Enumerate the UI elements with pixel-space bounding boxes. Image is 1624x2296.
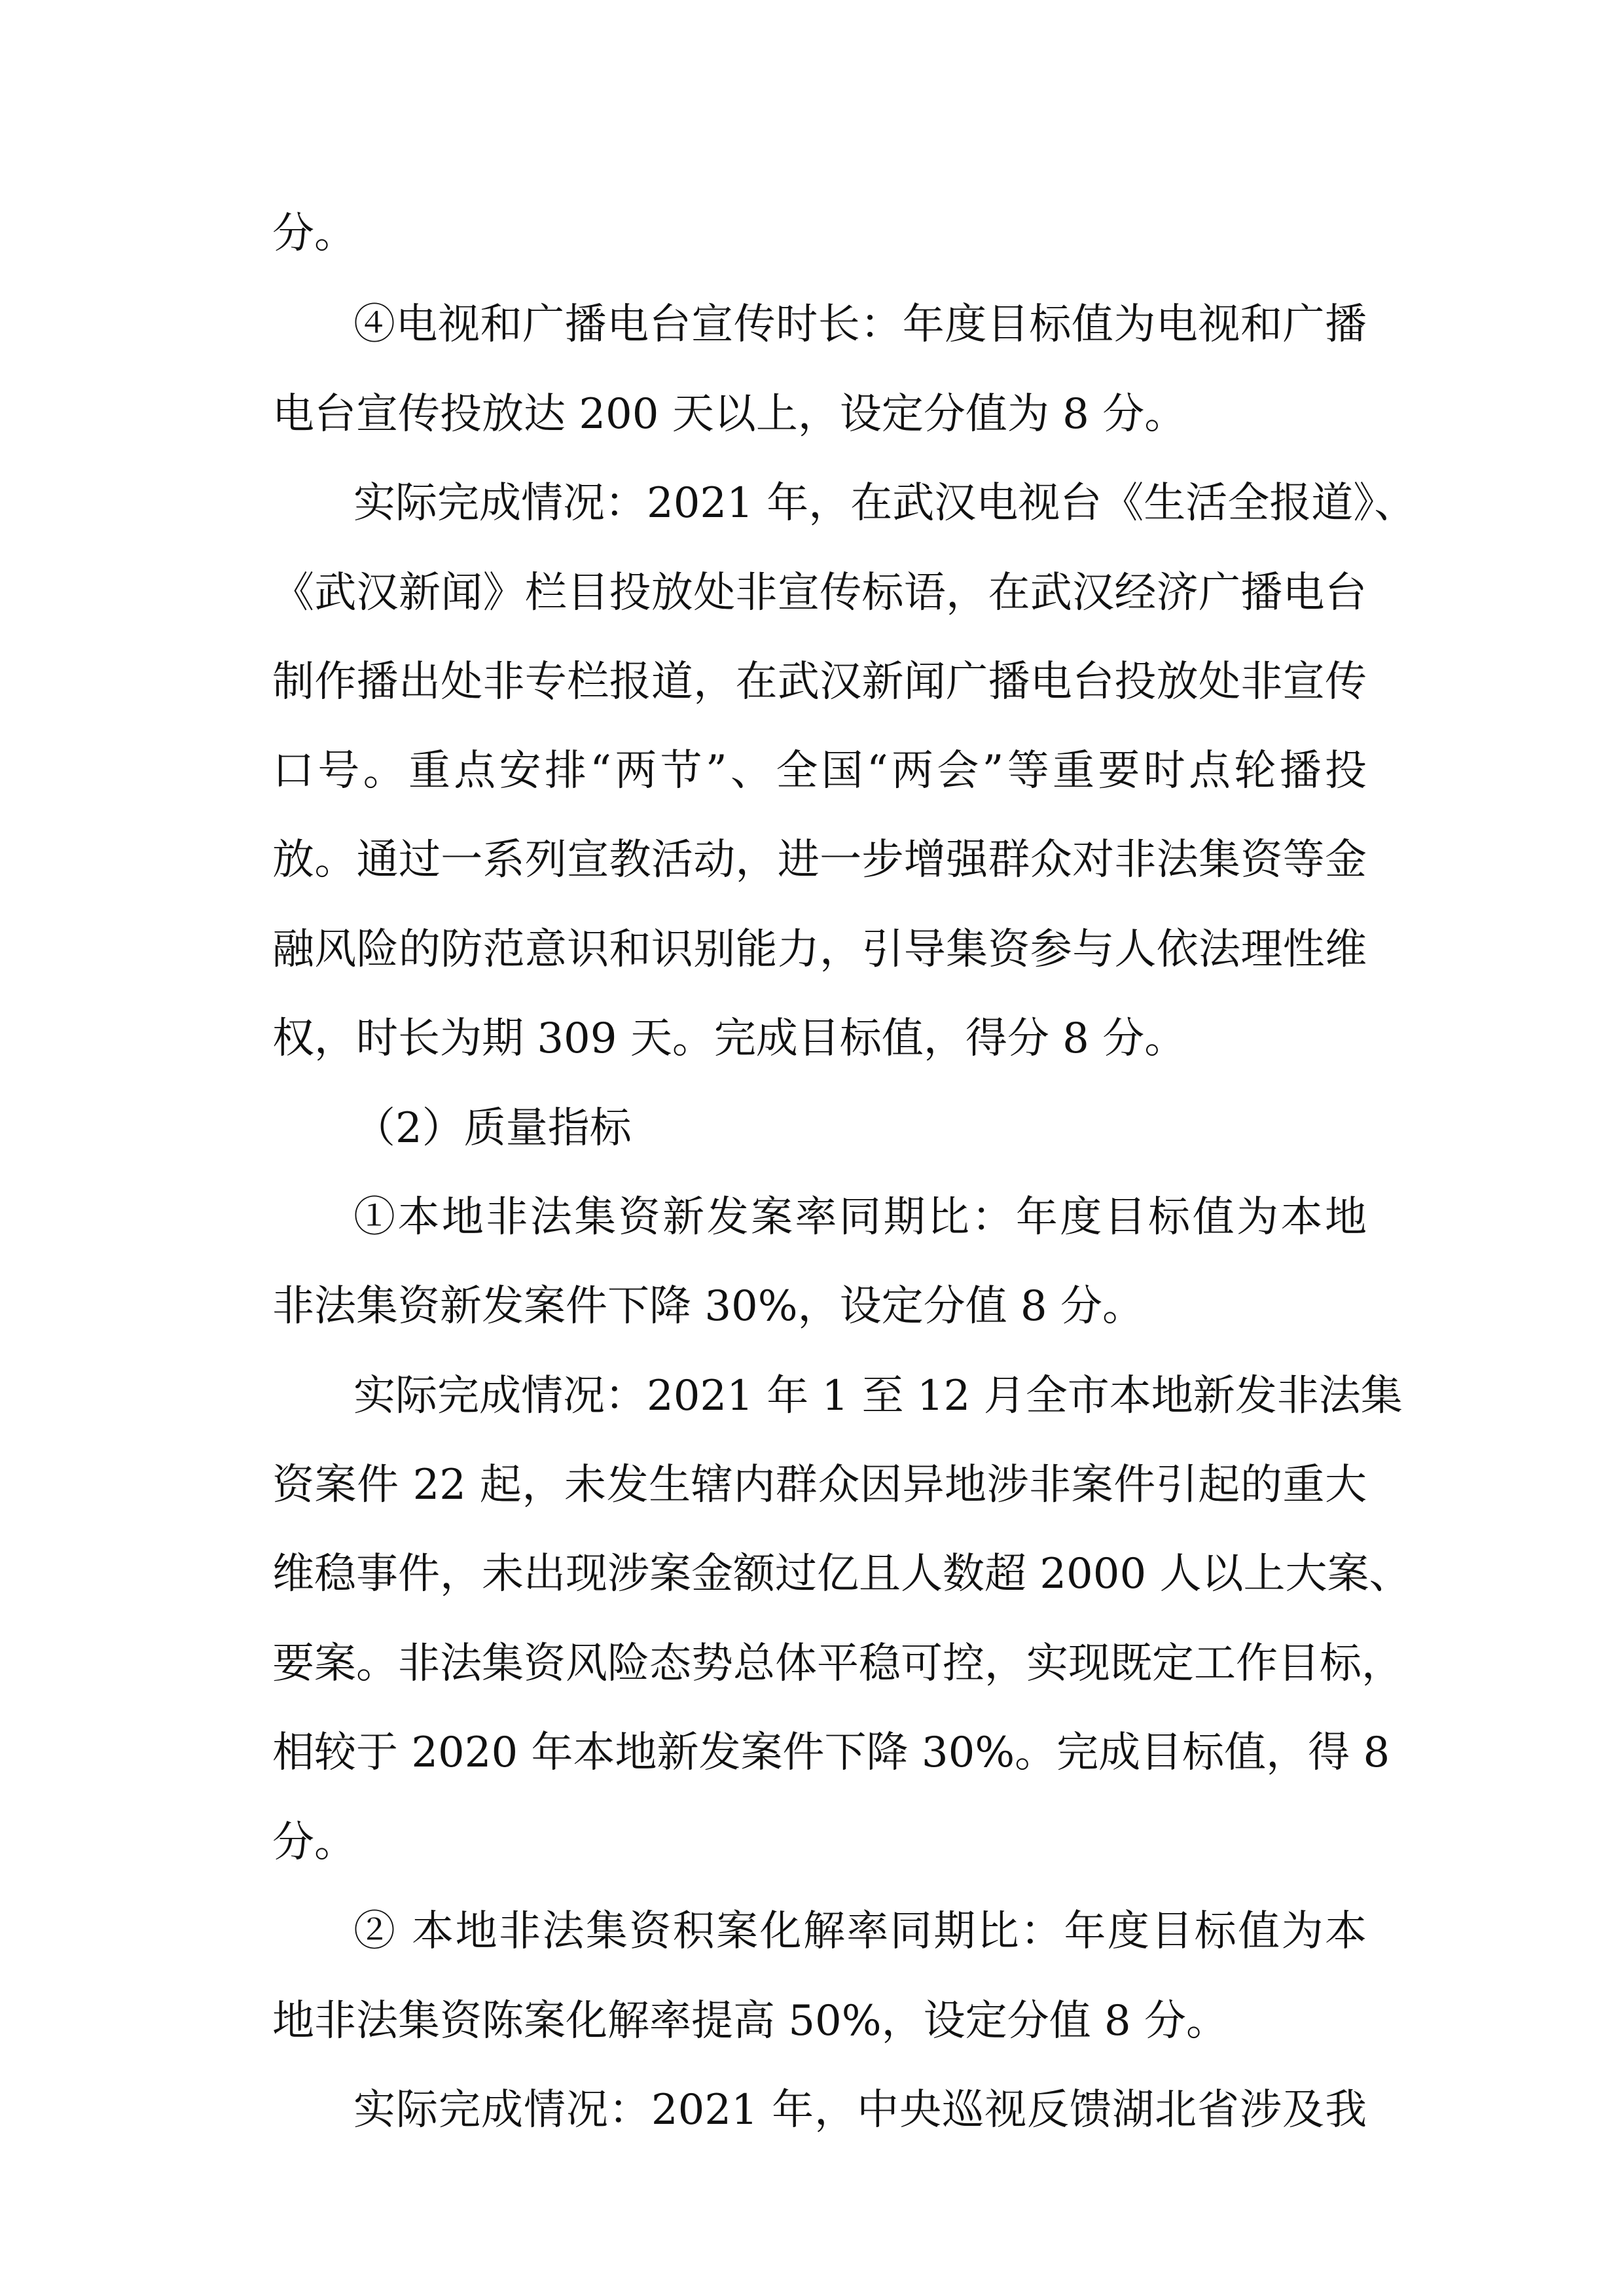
text-line: 放。通过一系列宣教活动，进一步增强群众对非法集资等金: [272, 836, 1367, 884]
text-line: 要案。非法集资风险态势总体平稳可控，实现既定工作目标，: [272, 1640, 1403, 1688]
text-line: 地非法集资陈案化解率提高 50%，设定分值 8 分。: [272, 1997, 1228, 2045]
text-line: 制作播出处非专栏报道，在武汉新闻广播电台投放处非宣传: [272, 658, 1367, 706]
section-heading: （2）质量指标: [353, 1104, 632, 1153]
text-line: 实际完成情况：2021 年，中央巡视反馈湖北省涉及我: [353, 2086, 1367, 2134]
text-line: 融风险的防范意识和识别能力，引导集资参与人依法理性维: [272, 925, 1367, 974]
text-line: 分。: [272, 1818, 356, 1867]
text-line: ①本地非法集资新发案率同期比：年度目标值为本地: [353, 1193, 1367, 1242]
text-line: 资案件 22 起，未发生辖内群众因异地涉非案件引起的重大: [272, 1461, 1367, 1509]
text-line: 相较于 2020 年本地新发案件下降 30%。完成目标值，得 8: [272, 1729, 1390, 1777]
text-line: ② 本地非法集资积案化解率同期比：年度目标值为本: [353, 1907, 1367, 1956]
text-line: 实际完成情况：2021 年 1 至 12 月全市本地新发非法集: [353, 1372, 1403, 1420]
text-line: 维稳事件，未出现涉案金额过亿且人数超 2000 人以上大案、: [272, 1550, 1411, 1598]
text-line: 权，时长为期 309 天。完成目标值，得分 8 分。: [272, 1014, 1187, 1063]
text-line: 实际完成情况：2021 年，在武汉电视台《生活全报道》、: [353, 479, 1416, 528]
text-line: ④电视和广播电台宣传时长：年度目标值为电视和广播: [353, 300, 1367, 349]
text-line: 分。: [272, 209, 356, 258]
text-line: 口号。重点安排“两节”、全国“两会”等重要时点轮播投: [272, 747, 1367, 795]
text-line: 非法集资新发案件下降 30%，设定分值 8 分。: [272, 1282, 1144, 1331]
text-line: 《武汉新闻》栏目投放处非宣传标语，在武汉经济广播电台: [272, 569, 1367, 617]
text-line: 电台宣传投放达 200 天以上，设定分值为 8 分。: [272, 390, 1187, 439]
